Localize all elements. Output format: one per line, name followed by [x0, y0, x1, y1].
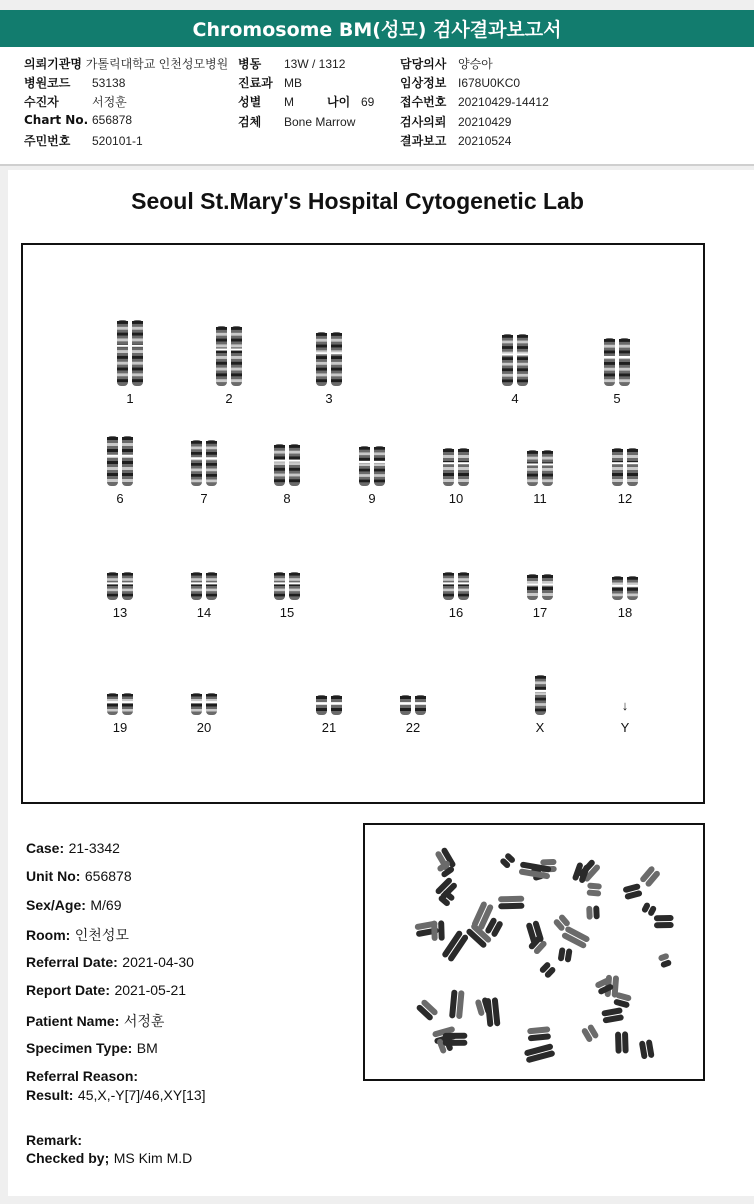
- chromosome-label: 13: [112, 605, 128, 620]
- chromosome-12: [610, 447, 640, 487]
- chromosome-label: 8: [283, 491, 291, 506]
- chromosome-6: [105, 435, 135, 487]
- info-row: 결과보고 20210524: [400, 134, 512, 148]
- spread-chromosome: [527, 1026, 551, 1041]
- info-row: 수진자 서정훈: [24, 95, 127, 109]
- lab-title: Seoul St.Mary's Hospital Cytogenetic Lab: [131, 188, 584, 214]
- chromosome-5: [602, 337, 632, 387]
- result-field: Result: 45,X,-Y[7]/46,XY[13]: [26, 1087, 206, 1103]
- info-row: 병동 13W / 1312: [238, 57, 346, 71]
- info-row: 검체 Bone Marrow: [238, 115, 356, 129]
- chromosome-x: [533, 674, 547, 716]
- chromosome-label: 3: [325, 391, 333, 406]
- chromosome-label: 5: [613, 391, 621, 406]
- spread-chromosome: [558, 947, 573, 963]
- chromosome-label: 12: [617, 491, 633, 506]
- chromosome-label: X: [535, 720, 545, 735]
- chromosome-18: [610, 575, 640, 601]
- patient-info-panel: [0, 47, 754, 166]
- chromosome-label: 18: [617, 605, 633, 620]
- patient-name-field: Patient Name: 서정훈: [26, 1013, 165, 1029]
- report-title: Chromosome BM(성모) 검사결과보고서: [192, 19, 562, 41]
- info-row: 담당의사 양승아: [400, 57, 493, 71]
- chromosome-3: [314, 331, 344, 387]
- chromosome-14: [189, 571, 219, 601]
- chromosome-8: [272, 443, 302, 487]
- spread-chromosome: [639, 1039, 655, 1059]
- chromosome-label: 2: [225, 391, 233, 406]
- chromosome-10: [441, 447, 471, 487]
- spread-chromosome: [613, 992, 632, 1009]
- spread-chromosome: [641, 902, 657, 917]
- spread-chromosome: [498, 896, 524, 910]
- report-title-bar: [0, 10, 754, 47]
- info-row: 진료과 MB: [238, 76, 302, 90]
- chromosome-label: 22: [405, 720, 421, 735]
- metaphase-spread: [365, 825, 703, 1079]
- specimen-type-field: Specimen Type: BM: [26, 1040, 158, 1056]
- chromosome-label: 1: [126, 391, 134, 406]
- chromosome-label: 15: [279, 605, 295, 620]
- report-date-field: Report Date: 2021-05-21: [26, 982, 187, 998]
- spread-chromosome: [525, 920, 544, 945]
- info-row: 성별 M: [238, 95, 294, 109]
- referral-date-field: Referral Date: 2021-04-30: [26, 954, 194, 970]
- karyotype-panel: [21, 243, 705, 804]
- chromosome-2: [214, 325, 244, 387]
- chromosome-9: [357, 445, 387, 487]
- info-row: 접수번호 20210429-14412: [400, 95, 549, 109]
- spread-chromosome: [586, 905, 600, 919]
- info-row-age: 나이 69: [327, 95, 375, 109]
- spread-chromosome: [499, 852, 516, 869]
- spread-chromosome: [539, 961, 557, 979]
- spread-chromosome: [639, 865, 661, 888]
- chromosome-label: 10: [448, 491, 464, 506]
- sex-age-field: Sex/Age: M/69: [26, 897, 122, 913]
- chromosome-label: 11: [533, 491, 547, 506]
- chromosome-7: [189, 439, 219, 487]
- spread-chromosome: [441, 930, 469, 963]
- spread-chromosome: [601, 1007, 624, 1023]
- remark-field: Remark:: [26, 1132, 83, 1148]
- chromosome-label: 16: [448, 605, 464, 620]
- spread-chromosome: [581, 1023, 600, 1043]
- info-row: 병원코드 53138: [24, 76, 126, 90]
- info-row: 검사의뢰 20210429: [400, 115, 512, 129]
- chromosome-15: [272, 571, 302, 601]
- chromosome-16: [441, 571, 471, 601]
- chromosome-label: 14: [196, 605, 212, 620]
- chromosome-label: Y: [620, 720, 630, 735]
- chromosome-label: 21: [321, 720, 337, 735]
- room-field: Room: 인천성모: [26, 927, 129, 943]
- metaphase-image: [363, 823, 705, 1081]
- chromosome-label: 4: [511, 391, 519, 406]
- chromosome-label: 17: [532, 605, 548, 620]
- chromosome-4: [500, 333, 530, 387]
- spread-chromosome: [654, 915, 674, 928]
- chromosome-label: 20: [196, 720, 212, 735]
- spread-chromosome: [658, 953, 673, 969]
- referral-reason-field: Referral Reason:: [26, 1068, 139, 1084]
- chromosome-label: 6: [116, 491, 124, 506]
- spread-chromosome: [586, 882, 601, 896]
- unit-field: Unit No: 656878: [26, 868, 132, 884]
- chromosome-21: [314, 694, 344, 716]
- chromosome-17: [525, 573, 555, 601]
- missing-y-arrow-icon: ↓: [621, 698, 629, 713]
- chromosome-1: [115, 319, 145, 387]
- info-row: 주민번호 520101-1: [24, 134, 143, 148]
- spread-chromosome: [415, 998, 438, 1021]
- spread-chromosome: [561, 925, 591, 949]
- checked-by-field: Checked by; MS Kim M.D: [26, 1150, 193, 1166]
- info-row: Chart No. 656878: [24, 113, 133, 127]
- chromosome-19: [105, 692, 135, 716]
- info-row: 임상정보 I678U0KC0: [400, 76, 521, 90]
- chromosome-22: [398, 694, 428, 716]
- spread-chromosome: [524, 1043, 556, 1063]
- case-field: Case: 21-3342: [26, 840, 120, 856]
- spread-chromosome: [615, 1031, 629, 1053]
- chromosome-label: 7: [200, 491, 208, 506]
- chromosome-20: [189, 692, 219, 716]
- chromosome-13: [105, 571, 135, 601]
- chromosome-11: [525, 449, 555, 487]
- spread-chromosome: [449, 989, 465, 1019]
- spread-chromosome: [622, 883, 642, 900]
- info-row: 의뢰기관명 가톨릭대학교 인천성모병원: [24, 57, 229, 71]
- chromosome-label: 9: [368, 491, 376, 506]
- chromosome-label: 19: [112, 720, 128, 735]
